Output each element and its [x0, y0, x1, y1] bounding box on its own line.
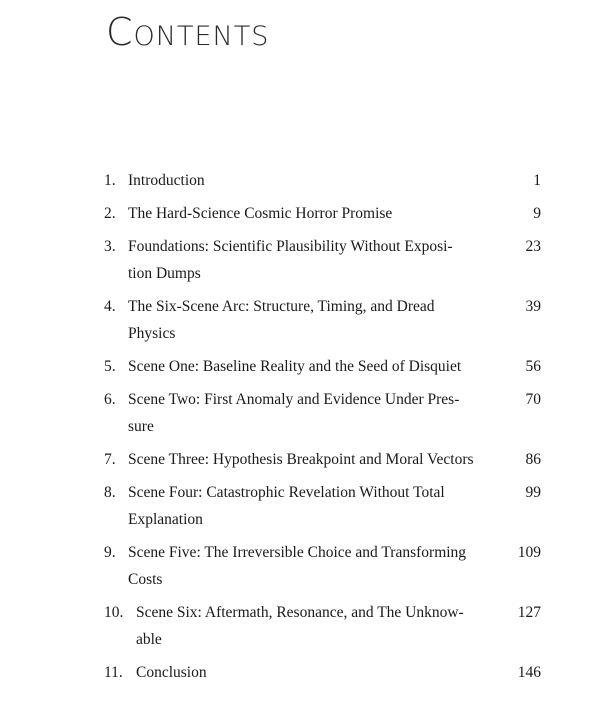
toc-entry-six-scene-arc[interactable] [104, 293, 541, 347]
table-of-contents [104, 167, 541, 692]
toc-entry-number: 2. [104, 205, 116, 222]
toc-entry-page: 70 [525, 391, 541, 408]
toc-entry-scene-two[interactable] [104, 386, 541, 440]
toc-entry-page: 109 [517, 544, 541, 561]
toc-entry-page: 1 [533, 172, 541, 189]
toc-entry-title [128, 293, 501, 347]
toc-entry-number: 5. [104, 358, 116, 375]
toc-entry-title [128, 479, 501, 533]
toc-entry-page: 86 [525, 451, 541, 468]
toc-entry-title-line: tion Dumps [128, 265, 201, 282]
toc-entry-title-line: Scene Five: The Irreversible Choice and Transforming [128, 544, 467, 561]
toc-entry-title-line: Scene Six: Aftermath, Resonance, and The Unknow- [136, 604, 464, 621]
toc-entry-title [136, 599, 501, 653]
toc-entry-number: 7. [104, 451, 116, 468]
toc-entry-title-line: The Six-Scene Arc: Structure, Timing, and Dread [128, 298, 435, 315]
toc-entry-page: 9 [533, 205, 541, 222]
toc-entry-title-line: Physics [128, 325, 176, 342]
toc-entry-page: 99 [525, 484, 541, 501]
toc-entry-scene-one[interactable] [104, 353, 541, 380]
toc-entry-title: The Hard-Science Cosmic Horror Promise [128, 205, 393, 222]
toc-entry-number: 9. [104, 544, 116, 561]
toc-entry-number: 10. [104, 604, 124, 621]
toc-entry-title: Introduction [128, 172, 205, 189]
toc-entry-scene-three[interactable] [104, 446, 541, 473]
toc-entry-title: Scene Three: Hypothesis Breakpoint and Moral Vectors [128, 451, 474, 468]
toc-entry-conclusion[interactable] [104, 659, 541, 686]
toc-entry-title-line: Scene Four: Catastrophic Revelation Without Total [128, 484, 445, 501]
page-title: Contents [106, 10, 270, 54]
toc-entry-scene-five[interactable] [104, 539, 541, 593]
toc-entry-title-line: Costs [128, 571, 163, 588]
toc-entry-title [128, 386, 501, 440]
toc-entry-page: 23 [525, 238, 541, 255]
toc-entry-number: 3. [104, 238, 116, 255]
toc-entry-scene-four[interactable] [104, 479, 541, 533]
toc-entry-number: 1. [104, 172, 116, 189]
toc-entry-title: Scene One: Baseline Reality and the Seed of Disquiet [128, 358, 462, 375]
toc-entry-page: 146 [517, 664, 541, 681]
toc-entry-number: 11. [104, 664, 123, 681]
toc-entry-title-line: Explanation [128, 511, 203, 528]
toc-entry-promise[interactable] [104, 200, 541, 227]
toc-entry-scene-six[interactable] [104, 599, 541, 653]
toc-entry-title: Conclusion [136, 664, 207, 681]
toc-entry-number: 4. [104, 298, 116, 315]
toc-entry-title-line: Foundations: Scientific Plausibility Without Exposi- [128, 238, 453, 255]
toc-entry-title-line: able [136, 631, 162, 648]
toc-entry-title-line: sure [128, 418, 154, 435]
toc-entry-number: 6. [104, 391, 116, 408]
toc-entry-title [128, 539, 501, 593]
toc-entry-title [128, 233, 501, 287]
toc-entry-page: 39 [525, 298, 541, 315]
toc-entry-title-line: Scene Two: First Anomaly and Evidence Under Pres- [128, 391, 460, 408]
toc-entry-introduction[interactable] [104, 167, 541, 194]
toc-entry-page: 127 [517, 604, 541, 621]
toc-entry-number: 8. [104, 484, 116, 501]
toc-entry-page: 56 [525, 358, 541, 375]
toc-entry-foundations[interactable] [104, 233, 541, 287]
